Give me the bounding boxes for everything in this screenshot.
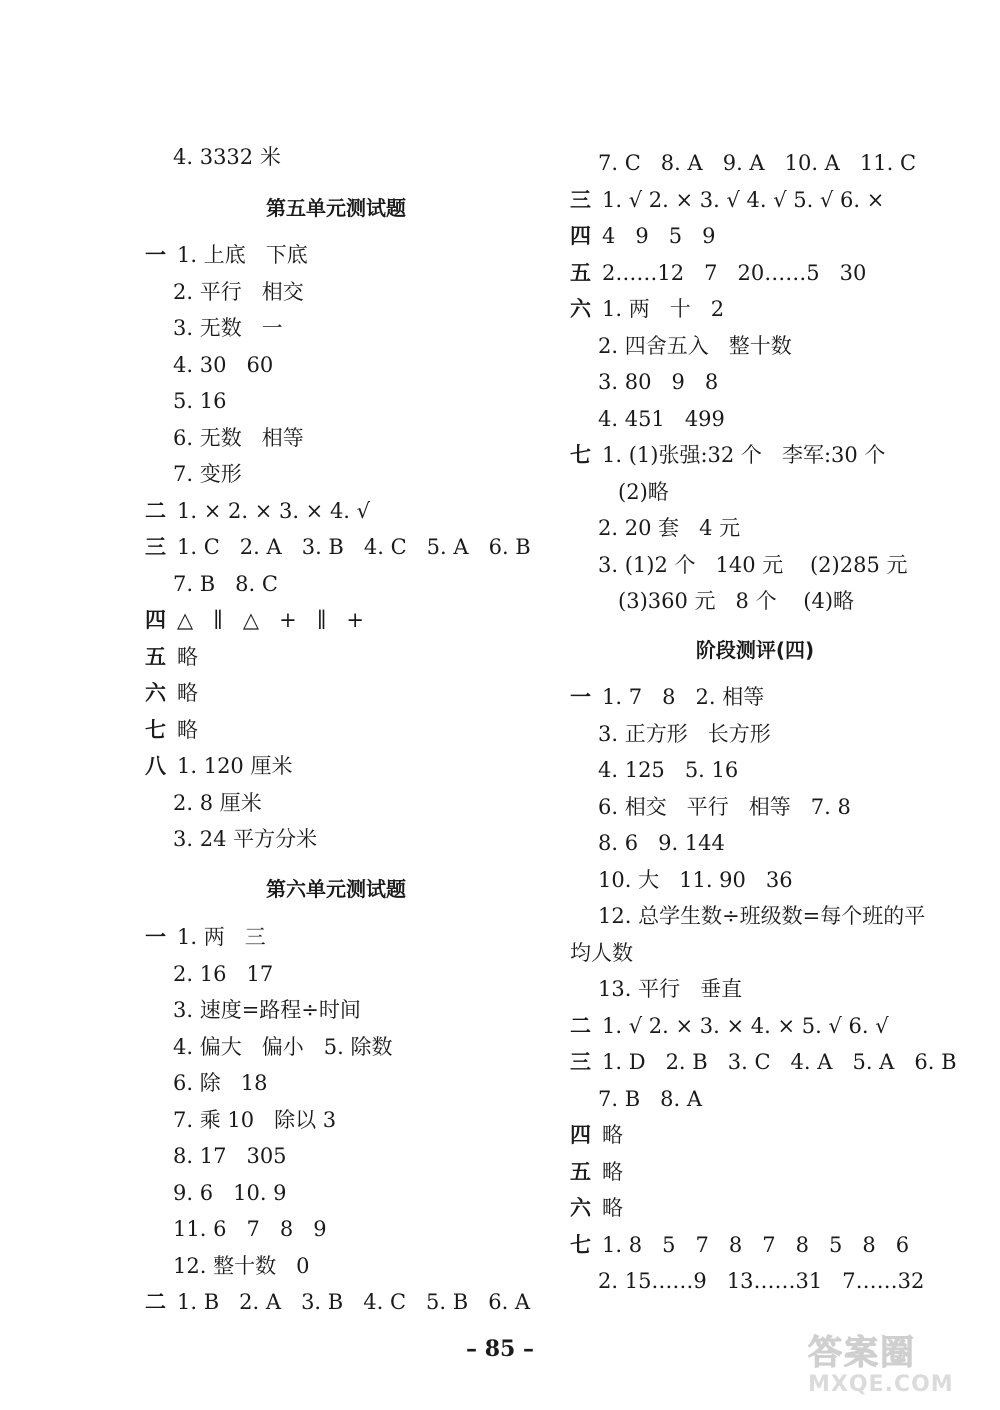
answer-line (570, 1011, 889, 1041)
answer-line (598, 404, 725, 434)
answer-text: 略 (177, 717, 198, 742)
answer-text: 11. 6 7 8 9 (173, 1217, 327, 1241)
question-group-marker: 三 (145, 535, 166, 559)
answer-line (145, 496, 370, 526)
answer-text: 1. B 2. A 3. B 4. C 5. B 6. A (177, 1290, 531, 1314)
answer-line (598, 331, 792, 361)
answer-line (145, 605, 364, 635)
answer-line (570, 682, 764, 712)
section-heading: 第六单元测试题 (266, 877, 406, 901)
answer-line (173, 386, 226, 416)
question-group-marker: 五 (570, 1159, 591, 1184)
answer-text: 1. 上底 下底 (177, 243, 308, 267)
answer-line (173, 1141, 287, 1171)
answer-line (598, 513, 740, 543)
section-heading: 第五单元测试题 (266, 196, 406, 220)
answer-text: 9. 6 10. 9 (173, 1180, 287, 1205)
answer-line (173, 1178, 287, 1208)
question-group-marker: 六 (570, 1196, 591, 1220)
answer-line (173, 995, 361, 1025)
answer-text: 5. 16 (173, 389, 227, 413)
question-group-marker: 二 (570, 1013, 591, 1038)
answer-line (598, 367, 718, 397)
question-group-marker: 一 (145, 925, 166, 949)
answer-line (145, 642, 198, 672)
answer-text: 4. 451 499 (598, 406, 725, 431)
answer-line (598, 586, 854, 616)
answer-line (570, 185, 884, 215)
answer-line (570, 440, 885, 470)
answer-text: 1. √ 2. × 3. × 4. × 5. √ 6. √ (602, 1013, 889, 1038)
answer-text: 1. × 2. × 3. × 4. √ (177, 498, 371, 523)
answer-line (598, 1084, 702, 1114)
answer-text: 4. 30 60 (173, 352, 274, 377)
answer-line (570, 1230, 909, 1260)
answer-text: 12. 整十数 0 (173, 1253, 310, 1278)
answer-text: 7. B 8. A (598, 1086, 703, 1111)
answer-text: 6. 无数 相等 (173, 425, 304, 450)
answer-text: 7. B 8. C (173, 571, 278, 596)
answer-text: 1. 120 厘米 (177, 754, 293, 778)
answer-line (598, 828, 725, 858)
answer-line (145, 1287, 530, 1317)
answer-line (173, 142, 281, 172)
watermark-url: MXQE.COM (808, 1372, 954, 1397)
answer-text: 3. (1)2 个 140 元 (2)285 元 (598, 552, 908, 577)
answer-text: 12. 总学生数÷班级数=每个班的平 (598, 904, 926, 928)
question-group-marker: 八 (145, 754, 166, 778)
answer-line (598, 719, 771, 749)
answer-text: 1. D 2. B 3. C 4. A 5. A 6. B (602, 1050, 957, 1074)
answer-text: 3. 80 9 8 (598, 370, 719, 394)
question-group-marker: 一 (570, 685, 591, 709)
answer-line (145, 922, 266, 952)
answer-line (570, 938, 633, 968)
answer-text: 13. 平行 垂直 (598, 977, 743, 1001)
answer-line (570, 294, 724, 324)
question-group-marker: 二 (145, 498, 166, 523)
answer-line (598, 550, 907, 580)
answer-line (570, 258, 866, 288)
answer-line (173, 423, 304, 453)
answer-text: 2. 8 厘米 (173, 790, 262, 815)
question-group-marker: 五 (145, 644, 166, 669)
answer-line (598, 792, 851, 822)
question-group-marker: 七 (570, 1232, 591, 1257)
question-group-marker: 五 (570, 260, 591, 285)
answer-line (173, 1105, 336, 1135)
answer-text: 1. √ 2. × 3. √ 4. √ 5. √ 6. × (602, 187, 885, 212)
answer-line (570, 1120, 623, 1150)
answer-line (145, 240, 308, 270)
answer-line (173, 1032, 392, 1062)
answer-text: 6. 相交 平行 相等 7. 8 (598, 794, 851, 819)
page-number: – 85 – (466, 1336, 534, 1362)
answer-text: 8. 17 305 (173, 1144, 287, 1168)
answer-text: 4 9 5 9 (602, 224, 716, 248)
answer-text: 均人数 (570, 940, 633, 965)
answer-line (570, 1047, 957, 1077)
watermark-logo (808, 1334, 993, 1404)
answer-text: 略 (602, 1123, 623, 1147)
answer-text: 3. 无数 一 (173, 316, 283, 340)
answer-text: (2)略 (598, 479, 669, 504)
answer-line (173, 1068, 267, 1098)
answer-line (173, 1214, 327, 1244)
question-group-marker: 四 (570, 224, 591, 248)
question-group-marker: 三 (570, 1050, 591, 1074)
question-group-marker: 一 (145, 243, 166, 267)
watermark-text: 答案圈 (808, 1333, 916, 1373)
answer-text: 3. 速度=路程÷时间 (173, 998, 361, 1022)
question-group-marker: 三 (570, 187, 591, 212)
answer-line (173, 569, 278, 599)
answer-line (173, 959, 273, 989)
answer-line (570, 1157, 623, 1187)
section-heading: 阶段测评(四) (695, 638, 815, 662)
answer-text: 2. 四舍五入 整十数 (598, 333, 792, 358)
answer-text: 1. 两 三 (177, 925, 266, 949)
question-group-marker: 二 (145, 1290, 166, 1314)
answer-text: 4. 偏大 偏小 5. 除数 (173, 1034, 393, 1059)
answer-text: 2……12 7 20……5 30 (602, 260, 867, 285)
answer-text: 7. 变形 (173, 462, 242, 486)
answer-line (145, 532, 531, 562)
answer-line (173, 313, 283, 343)
answer-text: 略 (602, 1159, 623, 1184)
answer-line (598, 148, 916, 178)
question-group-marker: 七 (145, 717, 166, 742)
answer-text: 7. 乘 10 除以 3 (173, 1107, 337, 1132)
answer-line (173, 1251, 309, 1281)
answer-text: 1. 两 十 2 (602, 297, 725, 321)
answer-text: 1. (1)张强:32 个 李军:30 个 (602, 443, 886, 467)
answer-text: 2. 平行 相交 (173, 279, 304, 304)
answer-line (570, 1193, 623, 1223)
answer-text: 4. 3332 米 (173, 145, 281, 169)
question-group-marker: 六 (570, 297, 591, 321)
answer-text: 1. C 2. A 3. B 4. C 5. A 6. B (177, 535, 531, 559)
answer-text: 10. 大 11. 90 36 (598, 867, 793, 892)
answer-line (145, 715, 198, 745)
answer-line (598, 901, 925, 931)
answer-text: 8. 6 9. 144 (598, 831, 725, 855)
answer-text: △ ∥ △ + ∥ + (177, 608, 365, 632)
answer-line (145, 751, 292, 781)
answer-text: 7. C 8. A 9. A 10. A 11. C (598, 151, 917, 175)
answer-line (173, 788, 262, 818)
answer-line (598, 477, 669, 507)
answer-text: 2. 20 套 4 元 (598, 516, 741, 540)
answer-text: 3. 24 平方分米 (173, 827, 318, 851)
answer-line (598, 865, 793, 895)
answer-text: 略 (177, 644, 198, 669)
answer-text: 3. 正方形 长方形 (598, 721, 771, 746)
answer-text: 略 (177, 681, 198, 705)
answer-text: 1. 8 5 7 8 7 8 5 8 6 (602, 1232, 910, 1257)
answer-line (173, 277, 304, 307)
answer-line (598, 974, 742, 1004)
question-group-marker: 四 (570, 1123, 591, 1147)
question-group-marker: 六 (145, 681, 166, 705)
answer-text: (3)360 元 8 个 (4)略 (598, 589, 855, 613)
answer-line (598, 1266, 924, 1296)
answer-text: 2. 15……9 13……31 7……32 (598, 1269, 925, 1293)
answer-text: 略 (602, 1196, 623, 1220)
answer-line (598, 755, 738, 785)
question-group-marker: 七 (570, 443, 591, 467)
answer-line (145, 678, 198, 708)
answer-line (173, 824, 317, 854)
answer-line (173, 459, 242, 489)
answer-line (570, 221, 716, 251)
answer-text: 2. 16 17 (173, 961, 274, 986)
answer-line (173, 350, 273, 380)
answer-text: 6. 除 18 (173, 1071, 268, 1095)
question-group-marker: 四 (145, 608, 166, 632)
answer-text: 4. 125 5. 16 (598, 758, 739, 782)
answer-text: 1. 7 8 2. 相等 (602, 685, 765, 709)
